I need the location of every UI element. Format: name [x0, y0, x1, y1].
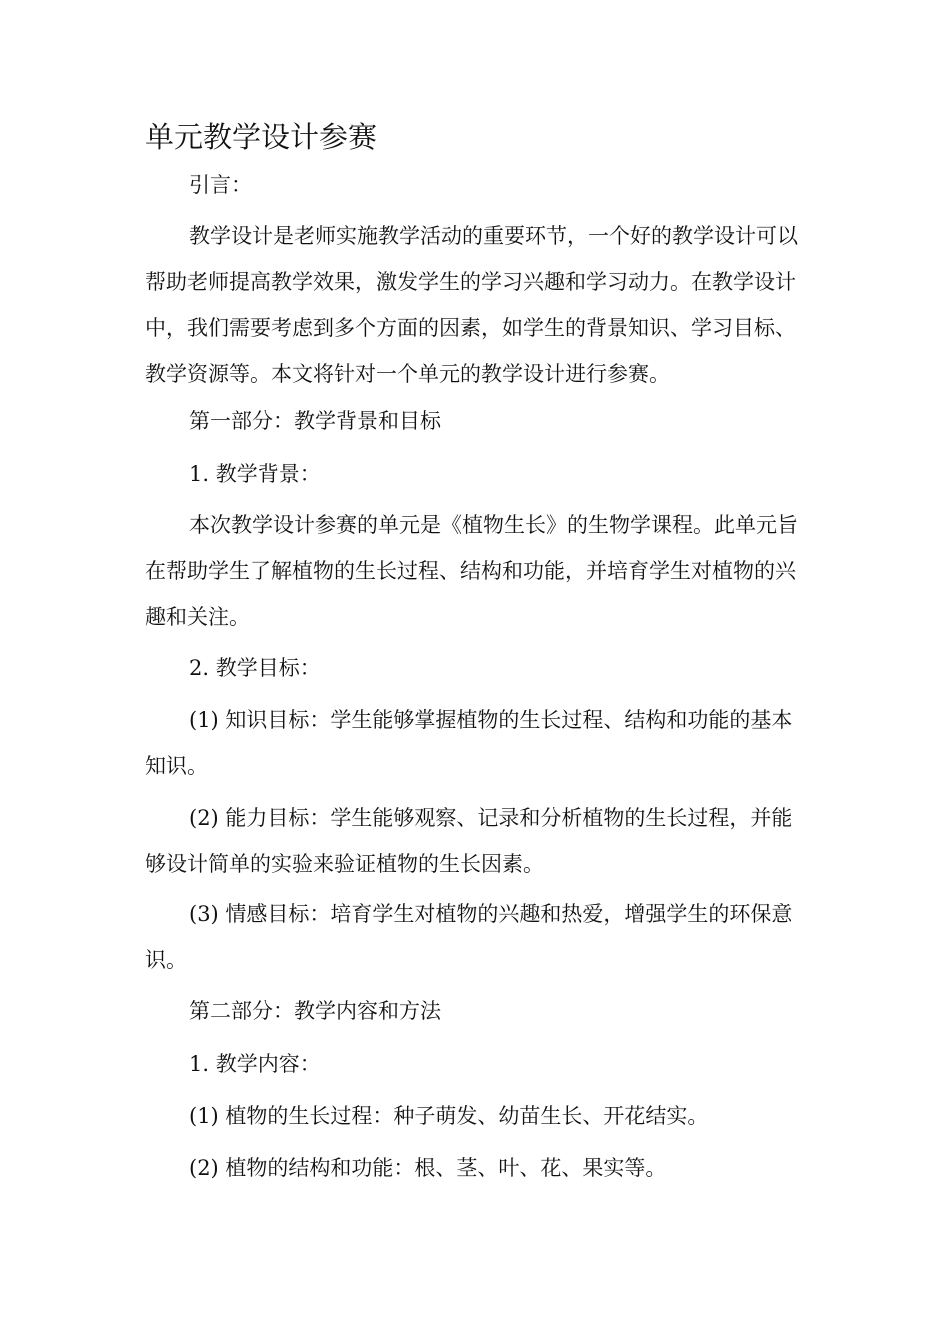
intro-paragraph: 教学设计是老师实施教学活动的重要环节，一个好的教学设计可以帮助老师提高教学效果，激发学生的学习兴趣和学习动力。在教学设计中，我们需要考虑到多个方面的因素，如学生的背景知识、学习目标、教学资源等。本文将针对一个单元的教学设计进行参赛。: [145, 224, 798, 386]
goal-knowledge: (1) 知识目标：学生能够掌握植物的生长过程、结构和功能的基本知识。: [145, 708, 793, 778]
content-structure-function: (2) 植物的结构和功能：根、茎、叶、花、果实等。: [189, 1156, 667, 1180]
content-growth-process: (1) 植物的生长过程：种子萌发、幼苗生长、开花结实。: [189, 1104, 709, 1128]
section-heading-part-two: 第二部分：教学内容和方法: [189, 999, 441, 1023]
subheading-teaching-content: 1. 教学内容：: [189, 1052, 321, 1076]
subheading-teaching-background: 1. 教学背景：: [189, 462, 321, 486]
goal-ability: (2) 能力目标：学生能够观察、记录和分析植物的生长过程，并能够设计简单的实验来验证植物的生长因素。: [145, 806, 793, 876]
background-paragraph: 本次教学设计参赛的单元是《植物生长》的生物学课程。此单元旨在帮助学生了解植物的生长过程、结构和功能，并培育学生对植物的兴趣和关注。: [145, 513, 798, 629]
document-title: 单元教学设计参赛: [145, 120, 378, 154]
section-heading-part-one: 第一部分：教学背景和目标: [189, 409, 441, 433]
goal-emotion: (3) 情感目标：培育学生对植物的兴趣和热爱，增强学生的环保意识。: [145, 902, 793, 972]
subheading-teaching-goals: 2. 教学目标：: [189, 656, 321, 680]
intro-label: 引言：: [189, 173, 252, 197]
